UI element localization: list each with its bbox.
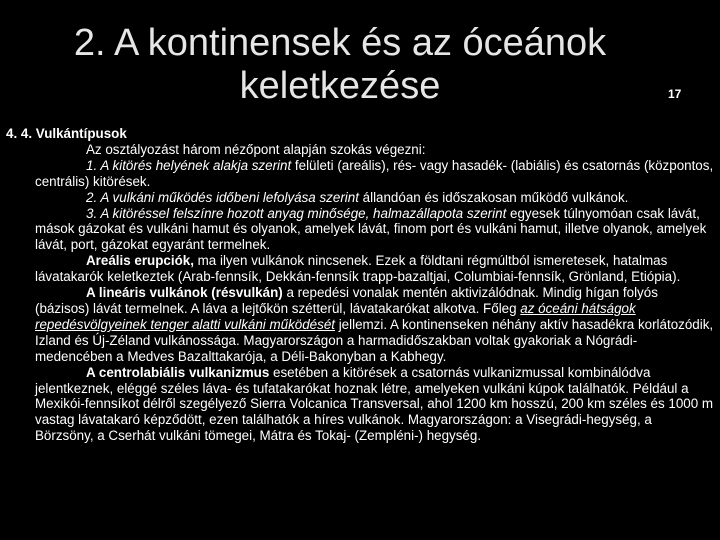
paragraph-5 (6, 285, 714, 365)
paragraph-6 (6, 365, 714, 445)
paragraph-2-emphasis: 2. A vulkáni működés időbeni lefolyása szerint (86, 189, 359, 205)
paragraph-1 (6, 158, 714, 190)
paragraph-1-emphasis: 1. A kitörés helyének alakja szerint (86, 157, 292, 173)
slide-title-line-1: 2. A kontinensek és az óceánok (73, 22, 607, 64)
paragraph-1-text: felületi (areális), rés- vagy hasadék- (labiális) és csatornás (központos, centrális) kitörések. (35, 157, 714, 189)
slide-body (6, 126, 714, 444)
paragraph-4-term: Areális erupciók, (86, 253, 194, 269)
paragraph-4-text: ma ilyen vulkánok nincsenek. Ezek a földtani régmúltból ismeretesek, hatalmas lávatakarók keletkeztek (Arab-fennsík, Dekkán-fennsík trapp-bazaltjai, Columbiai-fennsík, Grönland, Etiópia). (35, 253, 681, 285)
slide-number: 17 (668, 87, 682, 101)
paragraph-5-text: a repedési vonalak mentén aktivizálódnak. Mindig hígan folyós (bázisos) lávát termelnek. A láva a lejtőkön szétterül, lávatakarókat alkotva. Főleg (35, 285, 658, 316)
paragraph-2 (6, 190, 714, 206)
paragraph-3 (6, 206, 714, 254)
paragraph-4 (6, 253, 714, 285)
paragraph-5-emphasis: az óceáni hátságok repedésvölgyeinek tenger alatti vulkáni működését (35, 300, 636, 332)
paragraph-6-text: esetében a kitörések a csatornás vulkanizmussal kombinálódva jelentkeznek, eléggé széles láva- és tufatakarókat hoznak létre, amelyeken vulkáni kúpok találhatók. Például a Mexikói-fennsíkot délről szegélyező Sierra Volcanica Transversal, ahol 1200 km hosszú, 200 km széles és 1000 m vastag lávatakaró képződött, ezen találhatók a híres vulkánok. Magyarországon: a Visegrádi-hegység, a Börzsöny, a Cserhát vulkáni tömegei, Mátra és Tokaj- (Zempléni-) hegység. (35, 364, 714, 444)
paragraph-6-term: A centrolabiális vulkanizmus (86, 364, 270, 380)
paragraph-3-text: egyesek túlnyomóan csak lávát, mások gázokat és vulkáni hamut és olyanok, amelyek lávát, finom port és vulkáni hamut, illetve olyanok, amelyek lávát, port, gázokat egyaránt termelnek. (35, 205, 707, 253)
paragraph-3-emphasis: 3. A kitöréssel felszínre hozott anyag minősége, halmazállapota szerint (86, 205, 507, 221)
paragraph-5-term: A lineáris vulkánok (résvulkán) (86, 285, 283, 301)
slide-title (40, 22, 640, 108)
paragraph-5-text-end: jellemzi. A kontinenseken néhány aktív hasadékra korlátozódik, Izland és Új-Zéland vulkánossága. Magyarországon a harmadidőszakban voltak gyakoriak a Nógrádi-medencében a Medves Bazalttakarója, a Déli-Bakonyban a Kabhegy. (35, 316, 714, 364)
intro-paragraph: Az osztályozást három nézőpont alapján szokás végezni: (86, 141, 426, 157)
paragraph-2-text: állandóan és időszakosan működő vulkánok. (358, 189, 629, 205)
slide-title-line-2: keletkezése (239, 65, 441, 107)
section-heading: 4. 4. Vulkántípusok (6, 126, 127, 141)
